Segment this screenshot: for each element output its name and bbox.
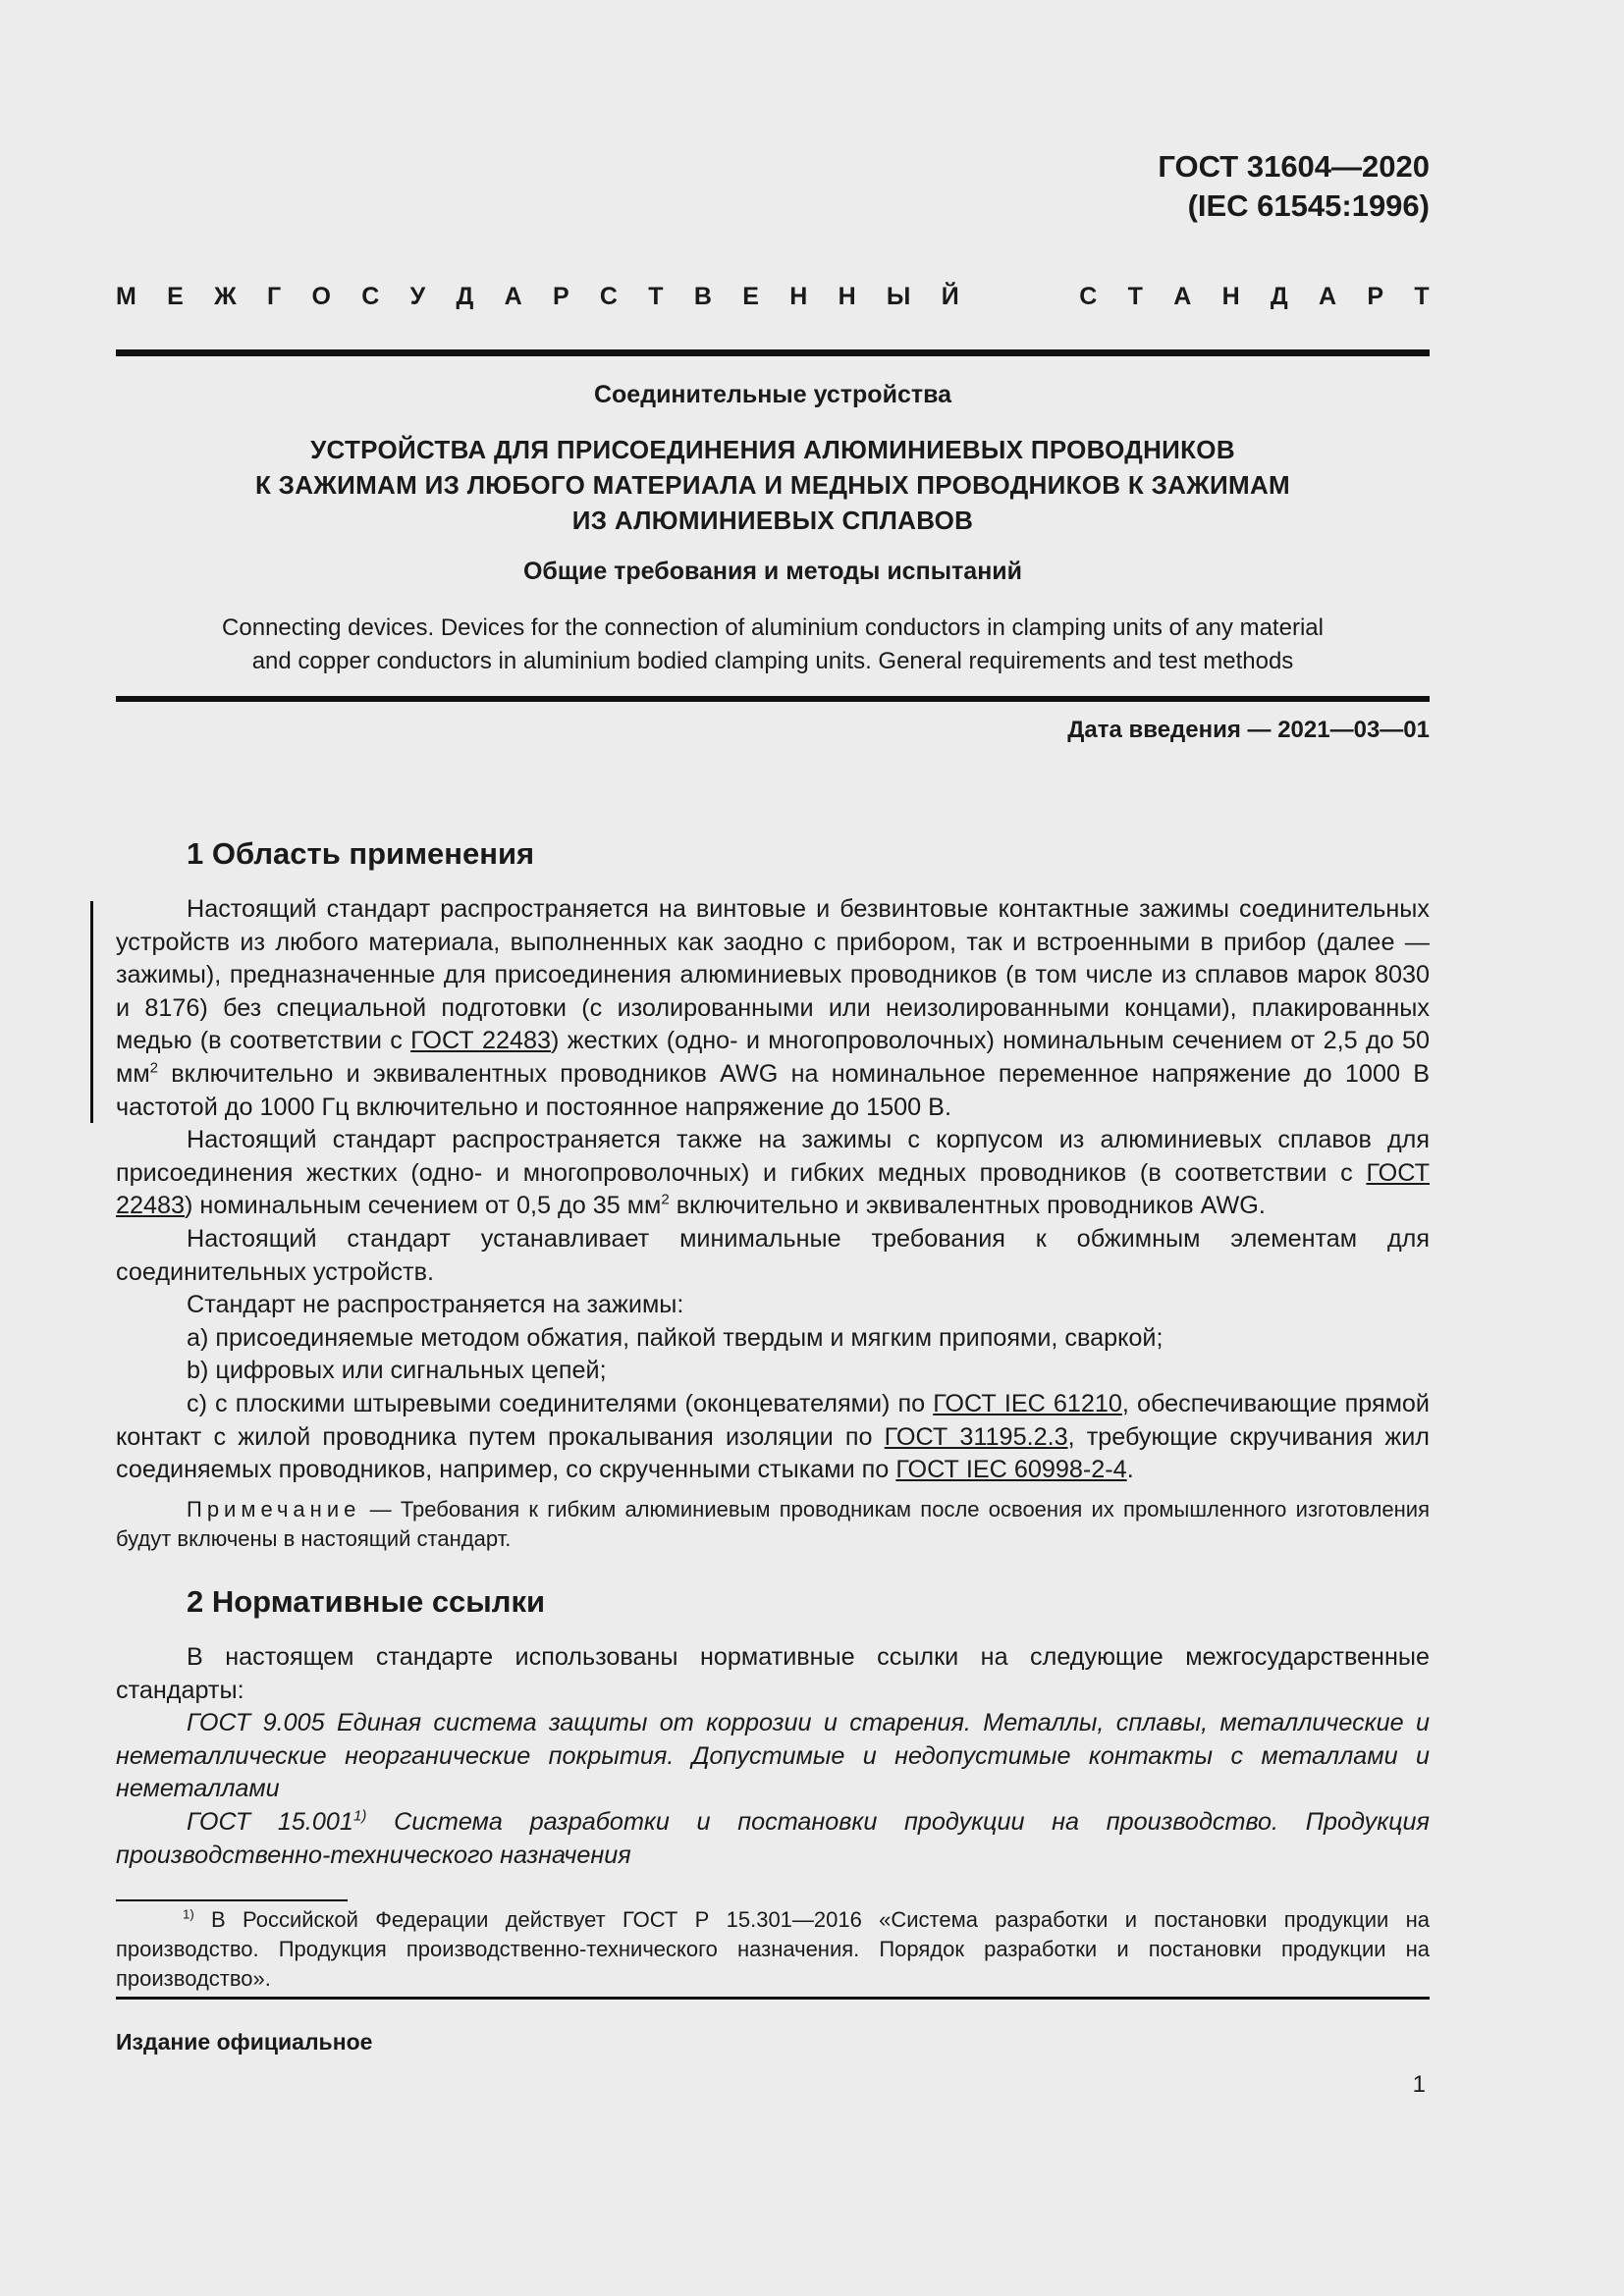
banner-letter: О bbox=[311, 283, 331, 310]
section-1-heading: 1 Область применения bbox=[187, 836, 535, 871]
banner-letter: Р bbox=[1367, 283, 1384, 310]
title-main-line2: К ЗАЖИМАМ ИЗ ЛЮБОГО МАТЕРИАЛА И МЕДНЫХ ПРОВОДНИКОВ К ЗАЖИМАМ bbox=[254, 470, 1291, 500]
banner-letter: Т bbox=[648, 283, 664, 310]
standard-code-line1: ГОСТ 31604—2020 bbox=[1158, 149, 1430, 184]
list-item-c: c) с плоскими штыревыми соединителями (оконцевателями) по ГОСТ IEC 61210, обеспечивающие прямой контакт с жилой проводника путем прокалывания изоляции по ГОСТ 31195.2.3, требующие скручивания жил соединяемых проводников, например, со скрученными стыками по ГОСТ IEC 60998-2-4. bbox=[116, 1389, 1431, 1484]
gost-22483-link[interactable]: ГОСТ 22483 bbox=[116, 1158, 1430, 1220]
title-rule bbox=[116, 696, 1430, 702]
introduction-date: Дата введения — 2021—03—01 bbox=[1067, 717, 1430, 743]
section-1-paragraph-3: Настоящий стандарт устанавливает минимальные требования к обжимным элементам для соединительных устройств. bbox=[116, 1224, 1430, 1286]
title-english-line2: and copper conductors in aluminium bodied clamping units. General requirements and test methods bbox=[251, 648, 1294, 674]
banner-letter: Г bbox=[267, 283, 282, 310]
banner-letter: С bbox=[361, 283, 380, 310]
banner-word-gap bbox=[990, 283, 1049, 311]
banner-letter: У bbox=[409, 283, 426, 310]
page-number: 1 bbox=[1412, 2071, 1426, 2098]
title-main bbox=[116, 432, 1430, 538]
footnote-rule bbox=[116, 1899, 348, 1901]
banner-letter: Й bbox=[941, 283, 959, 310]
footnote-marker: 1) bbox=[183, 1906, 194, 1922]
section-2-paragraph-1: В настоящем стандарте использованы нормативные ссылки на следующие межгосударственные стандарты: bbox=[116, 1643, 1430, 1704]
section-1-body bbox=[116, 893, 1430, 1554]
section-1-paragraph-4: Стандарт не распространяется на зажимы: bbox=[187, 1291, 684, 1319]
interstate-standard-banner bbox=[116, 283, 1430, 311]
banner-letter: А bbox=[1173, 283, 1192, 310]
title-main-line3: ИЗ АЛЮМИНИЕВЫХ СПЛАВОВ bbox=[571, 506, 974, 535]
banner-letter: Р bbox=[552, 283, 569, 310]
change-bar bbox=[90, 901, 93, 1123]
title-english-line1: Connecting devices. Devices for the connection of aluminium conductors in clamping units of any material bbox=[222, 614, 1324, 641]
section-2-heading: 2 Нормативные ссылки bbox=[187, 1584, 546, 1619]
official-edition-label: Издание официальное bbox=[116, 2029, 373, 2055]
header-rule bbox=[116, 349, 1430, 356]
banner-letter: А bbox=[1319, 283, 1337, 310]
banner-letter: Н bbox=[1221, 283, 1240, 310]
banner-letter: Е bbox=[167, 283, 184, 310]
section-1-paragraph-2: Настоящий стандарт распространяется также на зажимы с корпусом из алюминиевых сплавов для присоединения жестких (одно- и многопроволочных) и гибких медных проводников (в соответствии с ГОСТ 22483) номинальным сечением от 0,5 до 35 $мм^2$ включительно и эквивалентных проводников AWG. bbox=[116, 1126, 1430, 1220]
title-group: Соединительные устройства bbox=[593, 381, 952, 408]
banner-letter: Н bbox=[789, 283, 808, 310]
gost-31195-2-3-link[interactable]: ГОСТ 31195.2.3 bbox=[884, 1422, 1068, 1451]
gost-22483-link[interactable]: ГОСТ 22483 bbox=[410, 1027, 552, 1055]
banner-letter: Т bbox=[1127, 283, 1143, 310]
title-english bbox=[116, 612, 1430, 678]
standard-code bbox=[1158, 147, 1430, 226]
footer-rule bbox=[116, 1997, 1430, 2000]
banner-letter: Д bbox=[456, 283, 474, 310]
banner-letter: Ы bbox=[886, 283, 911, 310]
normative-reference-2: ГОСТ 15.001$^{1)}$ Система разработки и постановки продукции на производство. Продукция производственно-технического назначения bbox=[116, 1807, 1431, 1869]
title-subtitle: Общие требования и методы испытаний bbox=[522, 558, 1023, 585]
note: Примечание — Требования к гибким алюминиевым проводникам после освоения их промышленного изготовления будут включены в настоящий стандарт. bbox=[116, 1496, 1430, 1551]
banner-letter: Н bbox=[838, 283, 856, 310]
title-main-line1: УСТРОЙСТВА ДЛЯ ПРИСОЕДИНЕНИЯ АЛЮМИНИЕВЫХ ПРОВОДНИКОВ bbox=[310, 435, 1235, 464]
standard-code-line2: (IEC 61545:1996) bbox=[1187, 188, 1430, 223]
banner-letter: С bbox=[599, 283, 618, 310]
banner-letter: С bbox=[1079, 283, 1098, 310]
gost-iec-61210-link[interactable]: ГОСТ IEC 61210 bbox=[933, 1389, 1122, 1417]
section-1-paragraph-1: Настоящий стандарт распространяется на винтовые и безвинтовые контактные зажимы соединительных устройств из любого материала, выполненных как заодно с прибором, так и встроенными в прибор (далее — зажимы), предназначенные для присоединения алюминиевых проводников (в том числе из сплавов марок 8030 и 8176) без специальной подготовки (с изолированными или неизолированными концами), плакированных медью (в соответствии с ГОСТ 22483) жестких (одно- и многопроволочных) номинальным сечением от 2,5 до 50 $мм^2$ включительно и эквивалентных проводников AWG на номинальное переменное напряжение до 1000 В частотой до 1000 Гц включительно и постоянное напряжение до 1500 В. bbox=[116, 895, 1430, 1121]
banner-letter: Е bbox=[742, 283, 759, 310]
gost-iec-60998-2-4-link[interactable]: ГОСТ IEC 60998-2-4 bbox=[895, 1456, 1127, 1484]
list-item-a: а) присоединяемые методом обжатия, пайкой твердым и мягким припоями, сваркой; bbox=[187, 1323, 1164, 1352]
banner-letter: Ж bbox=[214, 283, 237, 310]
banner-letter: А bbox=[504, 283, 522, 310]
section-2-body bbox=[116, 1641, 1430, 1872]
banner-letter: Т bbox=[1414, 283, 1430, 310]
normative-reference-1: ГОСТ 9.005 Единая система защиты от коррозии и старения. Металлы, сплавы, металлические и неметаллические неорганические покрытия. Допустимые и недопустимые контакты с металлами и неметаллами bbox=[116, 1709, 1430, 1803]
banner-letter: Д bbox=[1270, 283, 1288, 310]
footnote: $^{1)}$ В Российской Федерации действует ГОСТ Р 15.301—2016 «Система разработки и постановки продукции на производство. Продукция производственно-технического назначения. Порядок разработки и постановки продукции на производство». bbox=[116, 1906, 1430, 1991]
banner-letter: В bbox=[693, 283, 712, 310]
list-item-b: b) цифровых или сигнальных цепей; bbox=[187, 1357, 607, 1385]
note-label: Примечание bbox=[187, 1496, 361, 1522]
banner-letter: М bbox=[116, 283, 136, 310]
